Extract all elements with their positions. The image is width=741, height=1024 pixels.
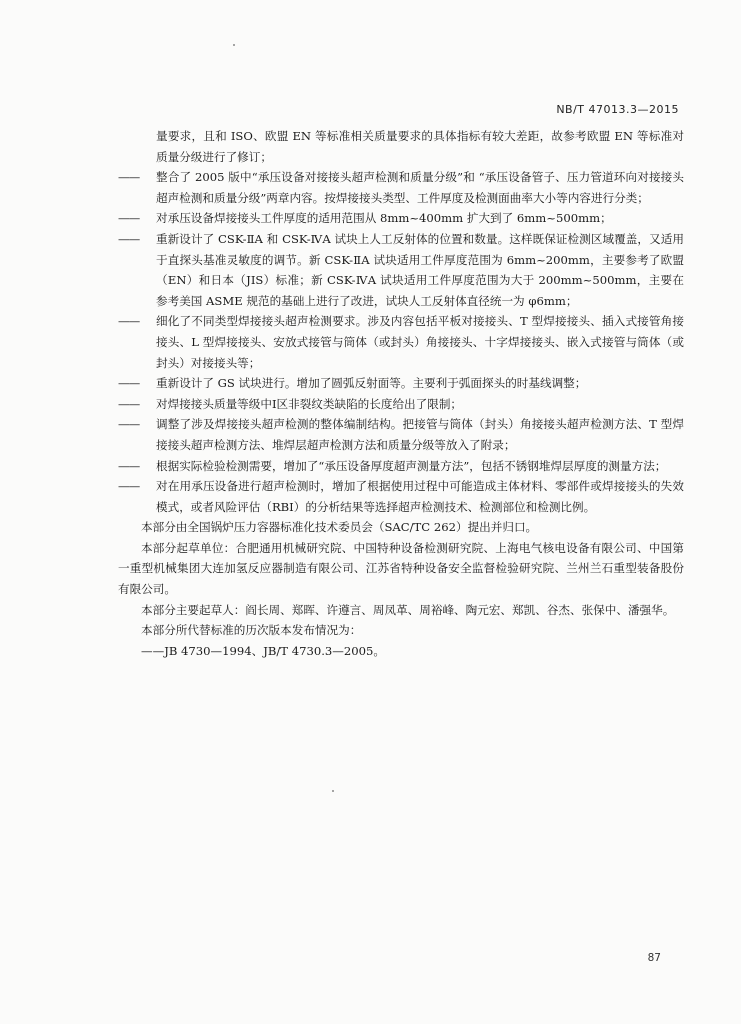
list-item-text: 调整了涉及焊接接头超声检测的整体编制结构。把接管与筒体（封头）角接接头超声检测方法、T 型焊接接头超声检测方法、堆焊层超声检测方法和质量分级等放入了附录； bbox=[156, 417, 684, 452]
list-item bbox=[118, 394, 684, 415]
scan-speck bbox=[233, 44, 235, 46]
list-item bbox=[118, 208, 684, 229]
list-item bbox=[118, 414, 684, 455]
list-item bbox=[118, 167, 684, 208]
list-item bbox=[118, 311, 684, 373]
drafting-units-paragraph: 本部分起草单位：合肥通用机械研究院、中国特种设备检测研究院、上海电气核电设备有限公司、中国第一重型机械集团大连加氢反应器制造有限公司、江苏省特种设备安全监督检验研究院、兰州兰石重型装备股份有限公司。 bbox=[118, 540, 684, 597]
em-dash-marker: —— bbox=[118, 376, 140, 391]
proposer-paragraph: 本部分由全国锅炉压力容器标准化技术委员会（SAC/TC 262）提出并归口。 bbox=[141, 520, 538, 535]
list-item bbox=[118, 373, 684, 394]
em-dash-marker: —— bbox=[118, 231, 140, 246]
list-item bbox=[118, 456, 684, 477]
em-dash-marker: —— bbox=[118, 479, 140, 494]
list-item-text: 对承压设备焊接接头工件厚度的适用范围从 8mm~400mm 扩大到了 6mm~500mm； bbox=[156, 211, 612, 226]
list-item-text: 对在用承压设备进行超声检测时，增加了根据使用过程中可能造成主体材料、零部件或焊接接头的失效模式，或者风险评估（RBI）的分析结果等选择超声检测技术、检测部位和检测比例。 bbox=[156, 479, 684, 514]
list-item-text: 根据实际检验检测需要，增加了“承压设备厚度超声测量方法”，包括不锈钢堆焊层厚度的测量方法； bbox=[156, 458, 667, 473]
list-item bbox=[118, 476, 684, 517]
history-intro-paragraph: 本部分所代替标准的历次版本发布情况为： bbox=[141, 623, 362, 638]
list-item-text: 重新设计了 GS 试块进行。增加了圆弧反射面等。主要利于弧面探头的时基线调整； bbox=[156, 376, 587, 391]
em-dash-marker: —— bbox=[118, 396, 140, 411]
list-item-text: 对焊接接头质量等级中Ⅰ区非裂纹类缺陷的长度给出了限制； bbox=[156, 396, 463, 411]
list-item-text: 整合了 2005 版中“承压设备对接接头超声检测和质量分级”和 “承压设备管子、压力管道环向对接接头超声检测和质量分级”两章内容。按焊接接头类型、工件厚度及检测面曲率大小等内容进行分类； bbox=[156, 170, 684, 205]
list-item bbox=[118, 229, 684, 311]
foreword-body bbox=[118, 126, 684, 661]
history-item: ——JB 4730—1994、JB/T 4730.3—2005。 bbox=[141, 643, 385, 658]
standard-code-header: NB/T 47013.3—2015 bbox=[556, 103, 679, 116]
scan-speck bbox=[332, 790, 334, 792]
em-dash-marker: —— bbox=[118, 458, 140, 473]
em-dash-marker: —— bbox=[118, 314, 140, 329]
page-number: 87 bbox=[647, 952, 661, 964]
em-dash-marker: —— bbox=[118, 211, 140, 226]
previous-item-continuation: 量要求，且和 ISO、欧盟 EN 等标准相关质量要求的具体指标有较大差距，故参考欧盟 EN 等标准对质量分级进行了修订； bbox=[156, 129, 684, 164]
list-item-text: 重新设计了 CSK-ⅡA 和 CSK-ⅣA 试块上人工反射体的位置和数量。这样既保证检测区域覆盖，又适用于直探头基准灵敏度的调节。新 CSK-ⅡA 试块适用工件厚度范围为 6mm~200mm，主要参考了欧盟（EN）和日本（JIS）标准；新 CSK-ⅣA 试块适用工件厚度范围为大于 200mm~500mm，主要在参考美国 ASME 规范的基础上进行了改进，试块人工反射体直径统一为 φ6mm； bbox=[156, 231, 684, 308]
em-dash-marker: —— bbox=[118, 417, 140, 432]
drafters-paragraph: 本部分主要起草人：阎长周、郑晖、许遵言、周凤革、周裕峰、陶元宏、郑凯、谷杰、张保中、潘强华。 bbox=[141, 602, 675, 617]
em-dash-marker: —— bbox=[118, 170, 140, 185]
list-item-text: 细化了不同类型焊接接头超声检测要求。涉及内容包括平板对接接头、T 型焊接接头、插入式接管角接接头、L 型焊接接头、安放式接管与筒体（或封头）角接接头、十字焊接接头、嵌入式接管与筒体（或封头）对接接头等； bbox=[156, 314, 684, 370]
